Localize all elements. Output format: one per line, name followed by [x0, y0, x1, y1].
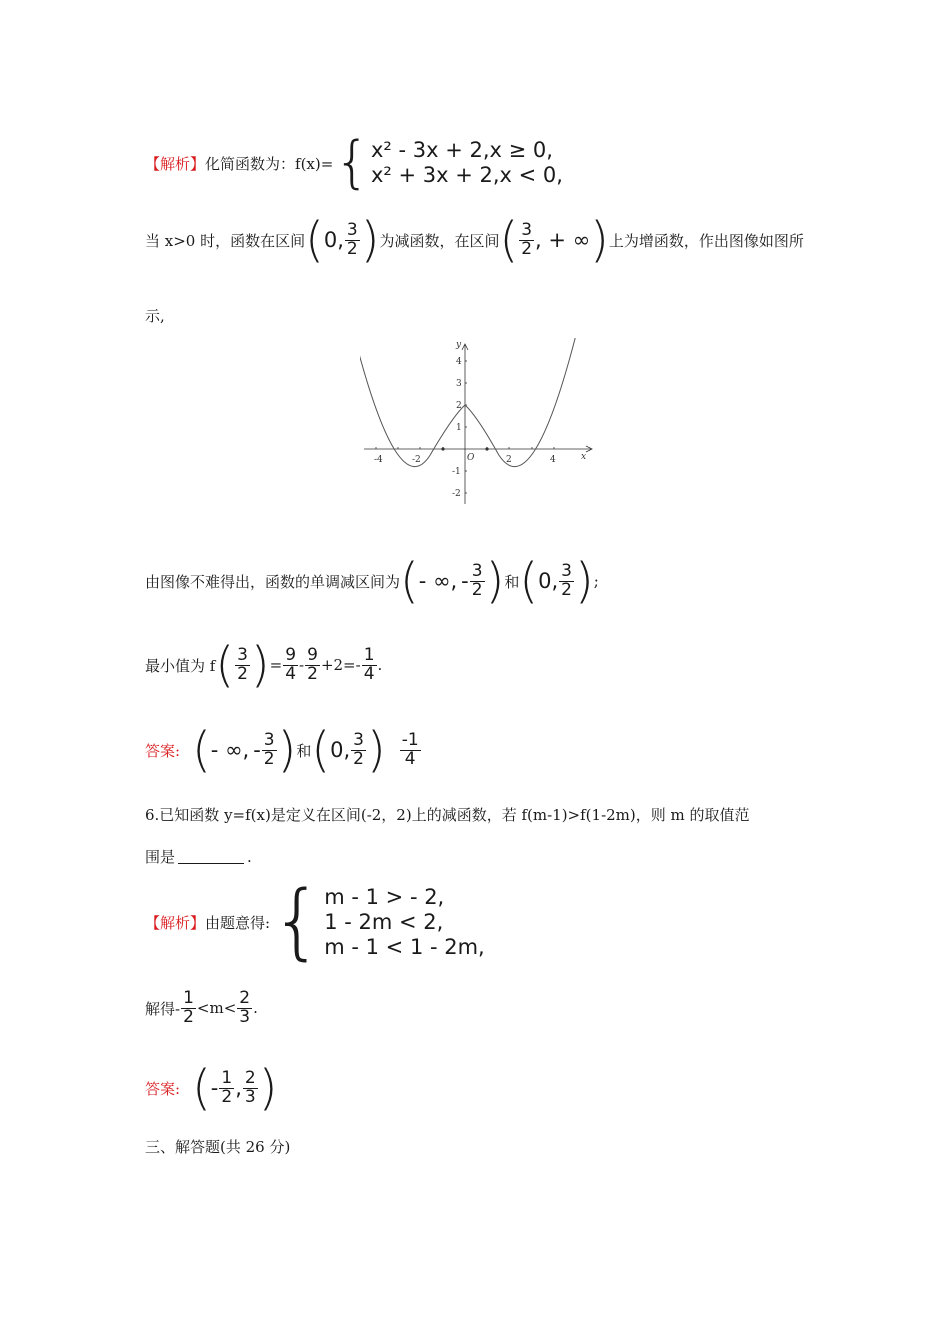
numerator: 3 — [353, 729, 364, 750]
denominator: 2 — [307, 663, 318, 684]
fraction-2-3 — [243, 1067, 258, 1107]
fraction-9-4 — [283, 644, 298, 684]
numerator: 2 — [244, 1067, 256, 1088]
interval-start: 0 — [323, 228, 338, 252]
denominator: 4 — [363, 663, 375, 684]
question-text: 围是 — [145, 848, 176, 866]
root-point — [485, 447, 488, 450]
solution-block-6 — [145, 874, 485, 969]
analysis-label: 【解析】 — [145, 913, 206, 932]
fraction-neg-1-4 — [400, 729, 421, 769]
fraction-3-2 — [262, 729, 277, 769]
x-tick-label: -4 — [374, 455, 383, 465]
interval-start: 0 — [538, 569, 552, 593]
statement-text-2: 为减函数，在区间 — [379, 231, 500, 250]
analysis-label: 【解析】 — [145, 154, 206, 173]
left-paren: ( — [499, 212, 519, 268]
fraction-3-2 — [235, 644, 250, 684]
fraction-1-4 — [362, 644, 377, 684]
denominator: 2 — [221, 1086, 233, 1107]
comma: , — [551, 569, 559, 593]
left-paren: ( — [400, 553, 419, 609]
negative-infinity: - ∞, — [210, 738, 250, 762]
left-paren: ( — [215, 637, 235, 693]
piecewise-case-1: x² - 3x + 2,x ≥ 0, — [370, 138, 553, 162]
denominator: 3 — [239, 1006, 251, 1027]
minus-sign: - — [461, 569, 469, 593]
x-tick-label: 4 — [550, 455, 556, 465]
piecewise-case-2: x² + 3x + 2,x < 0, — [370, 163, 563, 187]
numerator: 1 — [183, 988, 194, 1008]
fraction-3-2 — [559, 560, 574, 600]
section-heading: 三、解答题(共 26 分) — [145, 1138, 291, 1156]
fraction-3-2 — [351, 729, 366, 769]
period: . — [377, 656, 383, 674]
y-tick-label: -2 — [452, 489, 461, 499]
origin-label: O — [467, 453, 475, 463]
fraction-3-2 — [519, 219, 534, 259]
and-text: 和 — [296, 741, 312, 760]
function-graph — [360, 338, 600, 506]
semicolon: ; — [593, 572, 599, 590]
denominator: 2 — [183, 1006, 194, 1027]
minus-sign: - — [299, 656, 305, 674]
x-tick-label: -2 — [412, 455, 421, 465]
comma: , — [343, 738, 351, 762]
condition-intro: 由题意得: — [205, 913, 271, 932]
denominator: 2 — [237, 663, 248, 684]
numerator: 3 — [237, 644, 248, 665]
inequality-text: <m< — [196, 999, 237, 1018]
numerator: 1 — [363, 644, 375, 665]
left-paren: ( — [192, 1060, 211, 1116]
plus-infinity: , + ∞ — [535, 228, 591, 252]
left-brace: { — [334, 130, 370, 195]
right-paren: ) — [360, 212, 380, 268]
answer-blank[interactable] — [178, 849, 244, 864]
fraction-1-2 — [219, 1067, 234, 1107]
left-paren: ( — [192, 722, 211, 778]
curve — [360, 338, 575, 467]
y-tick-label: 4 — [456, 357, 462, 367]
numerator: 3 — [346, 219, 358, 240]
minus-sign: - — [253, 738, 261, 762]
y-tick-label: 1 — [456, 423, 462, 433]
denominator: 2 — [353, 748, 364, 769]
comma: , — [337, 228, 344, 252]
right-paren: ) — [277, 722, 297, 778]
statement-text-1: 当 x>0 时，函数在区间 — [145, 231, 306, 250]
statement-text-3: 上为增函数，作出图像如图所 — [608, 231, 804, 250]
y-axis-label: y — [456, 340, 462, 350]
x-tick-label: 2 — [506, 455, 512, 465]
interval-statement — [145, 212, 804, 268]
y-tick-label: -1 — [452, 467, 461, 477]
numerator: 9 — [285, 644, 297, 665]
period: . — [253, 999, 258, 1018]
left-paren: ( — [311, 722, 331, 778]
and-text: 和 — [504, 572, 520, 591]
condition-3: m - 1 < 1 - 2m, — [324, 934, 485, 959]
right-paren: ) — [485, 553, 505, 609]
right-paren: ) — [367, 722, 386, 778]
left-paren: ( — [305, 212, 324, 268]
numerator: 3 — [471, 560, 483, 581]
fraction-3-2 — [470, 560, 485, 600]
comma: , — [235, 1076, 242, 1100]
decreasing-intervals — [145, 553, 599, 609]
question-6-line-2 — [145, 846, 252, 867]
denominator: 2 — [521, 238, 533, 259]
left-brace: { — [271, 874, 324, 969]
decreasing-text: 由图像不难得出，函数的单调减区间为 — [145, 572, 401, 591]
condition-2: 1 - 2m < 2, — [324, 909, 444, 934]
denominator: 3 — [244, 1086, 256, 1107]
y-tick-label: 2 — [456, 401, 462, 411]
solution-result — [145, 990, 258, 1027]
denominator: 4 — [285, 663, 297, 684]
fraction-9-2 — [305, 644, 320, 684]
interval-start: 0 — [330, 738, 344, 762]
numerator: -1 — [401, 729, 419, 750]
answer-block-6 — [145, 1060, 277, 1116]
y-tick-label: 3 — [456, 379, 462, 389]
right-paren: ) — [590, 212, 609, 268]
right-paren: ) — [574, 553, 594, 609]
denominator: 2 — [263, 748, 275, 769]
answer-label: 答案: — [145, 741, 181, 760]
denominator: 4 — [404, 748, 416, 769]
denominator: 2 — [346, 238, 358, 259]
answer-block-1 — [145, 722, 422, 778]
numerator: 1 — [221, 1067, 233, 1088]
numerator: 3 — [561, 560, 572, 581]
root-point — [441, 447, 444, 450]
numerator: 2 — [239, 988, 251, 1008]
negative-infinity: - ∞, — [418, 569, 458, 593]
right-paren: ) — [250, 637, 270, 693]
solve-text: 解得- — [145, 999, 181, 1018]
numerator: 3 — [263, 729, 275, 750]
question-6-line-1: 6.已知函数 y=f(x)是定义在区间(-2，2)上的减函数，若 f(m-1)>f(1-2m)，则 m 的取值范 — [145, 806, 750, 824]
minus-sign: - — [210, 1076, 219, 1100]
minimum-value-line — [145, 637, 382, 693]
denominator: 2 — [561, 579, 572, 600]
denominator: 2 — [471, 579, 483, 600]
plus-two: +2=- — [320, 656, 361, 674]
fraction-2-3 — [237, 990, 252, 1027]
period: . — [247, 847, 252, 866]
fraction-3-2 — [345, 219, 360, 259]
right-paren: ) — [258, 1060, 278, 1116]
statement-text-4: 示, — [145, 307, 165, 325]
numerator: 3 — [521, 219, 533, 240]
left-paren: ( — [519, 553, 539, 609]
equals: = — [269, 656, 283, 674]
condition-1: m - 1 > - 2, — [324, 884, 445, 909]
solution-block-1 — [145, 130, 563, 195]
minimum-text: 最小值为 f — [145, 656, 216, 675]
fraction-1-2 — [181, 990, 196, 1027]
numerator: 9 — [307, 644, 318, 665]
x-axis-label: x — [581, 452, 587, 462]
answer-label: 答案: — [145, 1079, 181, 1098]
simplify-intro: 化简函数为：f(x)= — [205, 154, 334, 173]
